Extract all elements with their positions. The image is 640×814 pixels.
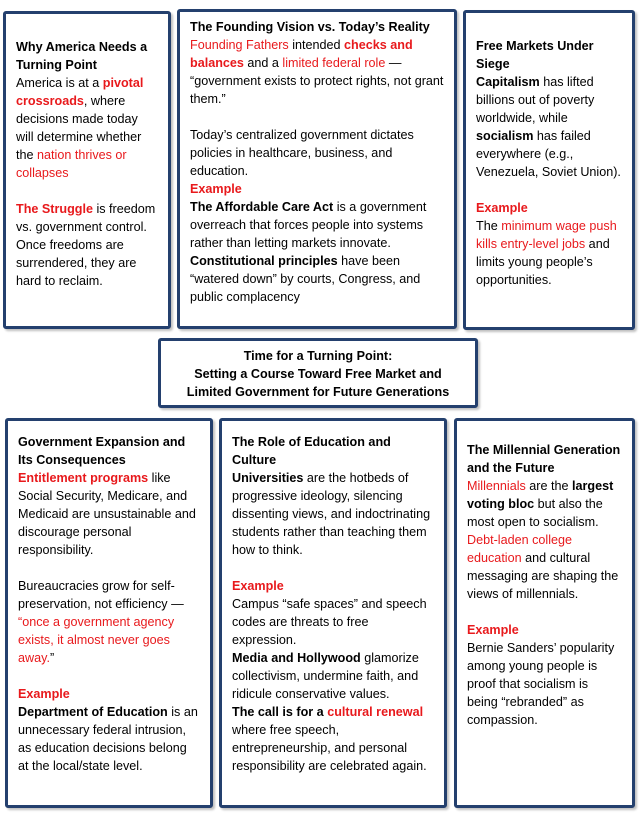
- box-title: Free Markets Under Siege: [476, 39, 594, 71]
- box-government-expansion: [5, 418, 213, 808]
- box-paragraph: Founding Fathers intended checks and balances and a limited federal role — “government exists to protect rights, not grant them.”: [190, 38, 444, 106]
- box-title: The Founding Vision vs. Today’s Reality: [190, 20, 430, 34]
- box-paragraph: Debt-laden college education and cultural messaging are shaping the views of millennials.: [467, 533, 619, 601]
- box-paragraph: Constitutional principles have been “watered down” by courts, Congress, and public complacency: [190, 254, 421, 304]
- example-label: Example: [232, 579, 284, 593]
- example-label: Example: [467, 623, 519, 637]
- box-title: The Millennial Generation and the Future: [467, 443, 621, 475]
- center-line: Limited Government for Future Generations: [186, 385, 450, 399]
- example-label: Example: [476, 201, 528, 215]
- box-paragraph: Media and Hollywood glamorize collectivism, undermine faith, and ridicule conservative values.: [232, 651, 419, 701]
- box-title: Government Expansion and Its Consequences: [18, 435, 186, 467]
- box-turning-point-center: [158, 338, 478, 408]
- box-millennial-generation: [454, 418, 635, 808]
- example-label: Example: [18, 687, 70, 701]
- example-label: Example: [190, 182, 242, 196]
- center-line: Setting a Course Toward Free Market and: [194, 367, 442, 381]
- box-paragraph: America is at a pivotal crossroads, where decisions made today will determine whether the nation thrives or collapses: [16, 76, 144, 180]
- box-founding-vision: [177, 9, 457, 329]
- box-free-markets: [463, 10, 635, 330]
- box-education-culture: [219, 418, 447, 808]
- box-paragraph: Entitlement programs like Social Security, Medicare, and Medicaid are unsustainable and discourage personal responsibility.: [18, 471, 196, 557]
- box-paragraph: Bernie Sanders’ popularity among young people is proof that socialism is being “rebranded” as compassion.: [467, 641, 615, 727]
- box-paragraph: Capitalism has lifted billions out of poverty worldwide, while socialism has failed everywhere (e.g., Venezuela, Soviet Union).: [476, 75, 621, 179]
- box-paragraph: Bureaucracies grow for self-preservation, not efficiency — “once a government agency exists, it almost never goes away.”: [18, 579, 184, 665]
- box-paragraph: The Struggle is freedom vs. government control. Once freedoms are surrendered, they are hard to reclaim.: [16, 202, 156, 288]
- center-line: Time for a Turning Point:: [243, 349, 393, 363]
- box-title: Why America Needs a Turning Point: [16, 40, 148, 72]
- box-paragraph: Today’s centralized government dictates policies in healthcare, business, and education.: [190, 128, 414, 178]
- box-paragraph: Department of Education is an unnecessary federal intrusion, as education decisions belong at the local/state level.: [18, 705, 198, 773]
- box-paragraph: Millennials are the largest voting bloc but also the most open to socialism.: [467, 479, 614, 529]
- box-paragraph: The call is for a cultural renewal where free speech, entrepreneurship, and personal responsibility are celebrated again.: [232, 705, 427, 773]
- box-why-turning-point: [3, 11, 171, 329]
- box-title: The Role of Education and Culture: [232, 435, 391, 467]
- box-paragraph: Campus “safe spaces” and speech codes are threats to free expression.: [232, 597, 427, 647]
- box-paragraph: The Affordable Care Act is a government overreach that forces people into systems rather than letting markets innovate.: [190, 200, 427, 250]
- box-paragraph: Universities are the hotbeds of progressive ideology, silencing dissenting views, and indoctrinating students rather than teaching them how to think.: [232, 471, 431, 557]
- box-paragraph: The minimum wage push kills entry-level jobs and limits young people’s opportunities.: [476, 219, 617, 287]
